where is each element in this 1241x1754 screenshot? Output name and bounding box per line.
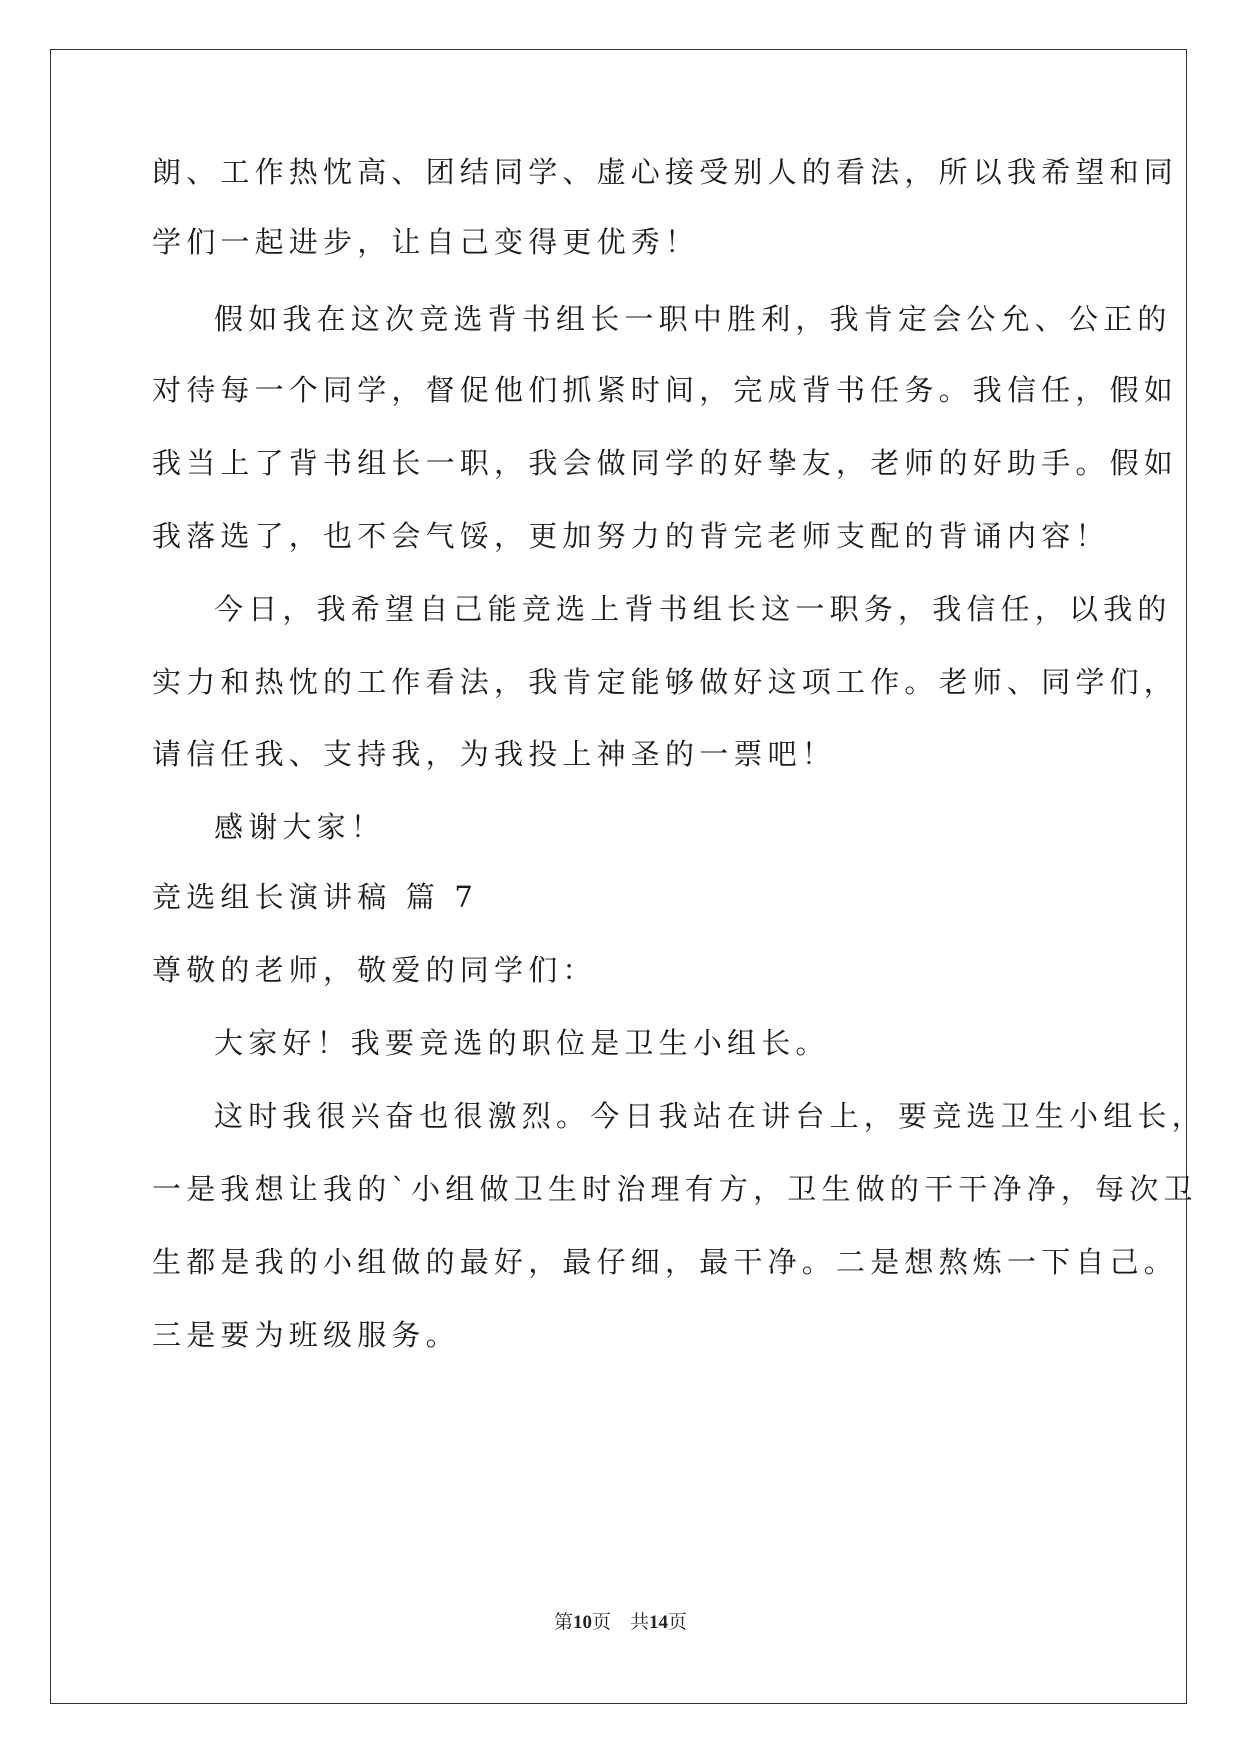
- page-suffix: 页 共: [591, 1612, 649, 1633]
- paragraph-line: 生都是我的小组做的最好，最仔细，最干净。二是想熬炼一下自己。: [152, 1245, 1179, 1279]
- paragraph-line: 朗、工作热忱高、团结同学、虚心接受别人的看法，所以我希望和同: [152, 155, 1179, 189]
- paragraph-line: 感谢大家！: [214, 810, 386, 844]
- paragraph-line: 请信任我、支持我，为我投上神圣的一票吧！: [152, 737, 837, 771]
- paragraph-line: 一是我想让我的`小组做卫生时治理有方，卫生做的干干净净，每次卫: [152, 1172, 1198, 1206]
- page-border: [50, 49, 1187, 1704]
- paragraph-line: 三是要为班级服务。: [152, 1318, 460, 1352]
- page-current: 10: [572, 1612, 592, 1633]
- paragraph-line: 实力和热忱的工作看法，我肯定能够做好这项工作。老师、同学们，: [152, 665, 1179, 699]
- paragraph-line: 对待每一个同学，督促他们抓紧时间，完成背书任务。我信任，假如: [152, 373, 1179, 407]
- page-total: 14: [649, 1612, 668, 1633]
- page-end: 页: [668, 1612, 688, 1633]
- page-prefix: 第: [553, 1612, 573, 1633]
- paragraph-line: 今日，我希望自己能竞选上背书组长这一职务，我信任，以我的: [214, 592, 1172, 626]
- paragraph-line: 我当上了背书组长一职，我会做同学的好挚友，老师的好助手。假如: [152, 446, 1179, 480]
- paragraph-line: 假如我在这次竞选背书组长一职中胜利，我肯定会公允、公正的: [214, 302, 1172, 336]
- paragraph-line: 我落选了，也不会气馁，更加努力的背完老师支配的背诵内容！: [152, 519, 1110, 553]
- paragraph-line: 学们一起进步，让自己变得更优秀！: [152, 225, 700, 259]
- paragraph-line: 大家好！我要竞选的职位是卫生小组长。: [214, 1026, 830, 1060]
- paragraph-line: 这时我很兴奋也很激烈。今日我站在讲台上，要竞选卫生小组长，: [214, 1099, 1206, 1133]
- section-heading: 竞选组长演讲稿 篇 7: [152, 880, 479, 914]
- salutation: 尊敬的老师，敬爱的同学们：: [152, 953, 597, 987]
- page-number-footer: [0, 1611, 1241, 1635]
